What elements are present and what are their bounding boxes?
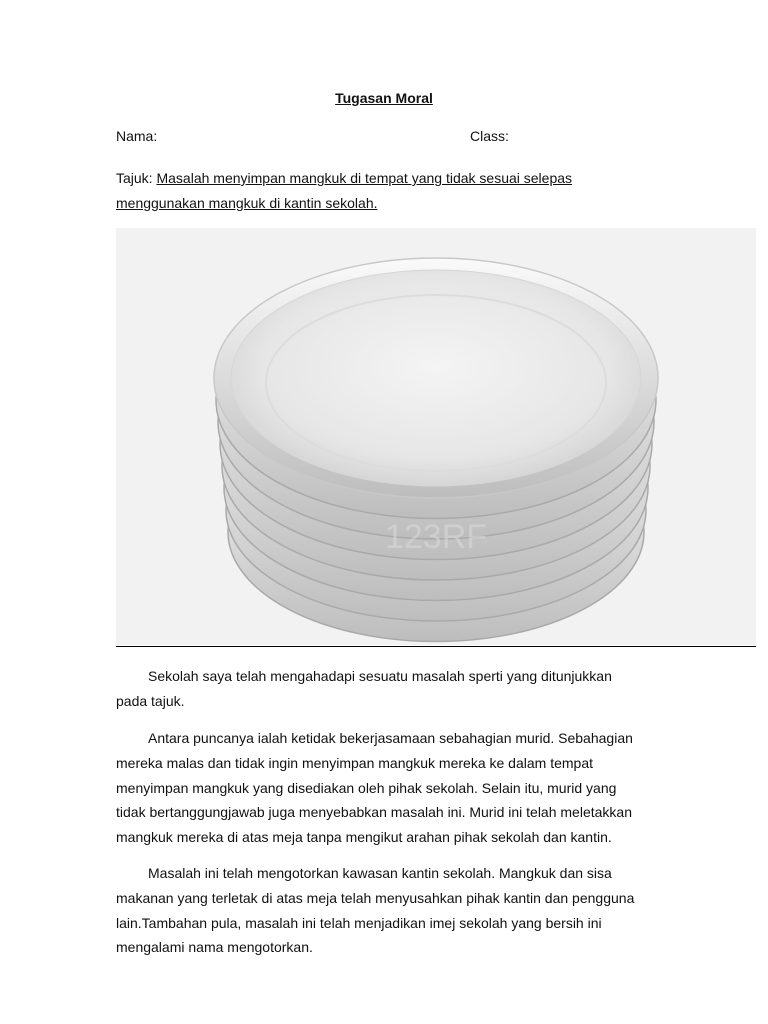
document-title: Tugasan Moral [335,90,433,106]
paragraph-3-text: Masalah ini telah mengotorkan kawasan kantin sekolah. Mangkuk dan sisa makanan yang terletak di atas meja telah menyusahkan pihak kantin dan pengguna lain.Tambahan pula, masalah ini telah menjadikan imej sekolah yang bersih ini mengalami nama mengotorkan. [116,865,635,956]
watermark-text: 123RF [384,518,488,556]
tajuk-text: Masalah menyimpan mangkuk di tempat yang tidak sesuai selepas menggunakan mangkuk di kantin sekolah. [116,170,573,211]
paragraph-2 [116,726,646,850]
paragraph-1 [116,664,646,714]
paragraph-2-text: Antara puncanya ialah ketidak bekerjasamaan sebahagian murid. Sebahagian mereka malas dan tidak ingin menyimpan mangkuk mereka ke dalam tempat menyimpan mangkuk yang disediakan oleh pihak sekolah. Selain itu, murid yang tidak bertanggungjawab juga menyebabkan masalah ini. Murid ini telah meletakkan mangkuk mereka di atas meja tanpa mengikut arahan pihak sekolah dan kantin. [116,730,633,846]
horizontal-rule [116,646,756,647]
paragraph-3 [116,861,646,960]
nama-label: Nama: [116,128,158,144]
tajuk-line [116,166,636,216]
tajuk-label: Tajuk: [116,170,153,186]
plates-illustration [116,228,756,645]
class-label: Class: [470,128,509,144]
stacked-plates-image [116,228,756,645]
paragraph-1-text: Sekolah saya telah mengahadapi sesuatu masalah sperti yang ditunjukkan pada tajuk. [116,668,612,709]
